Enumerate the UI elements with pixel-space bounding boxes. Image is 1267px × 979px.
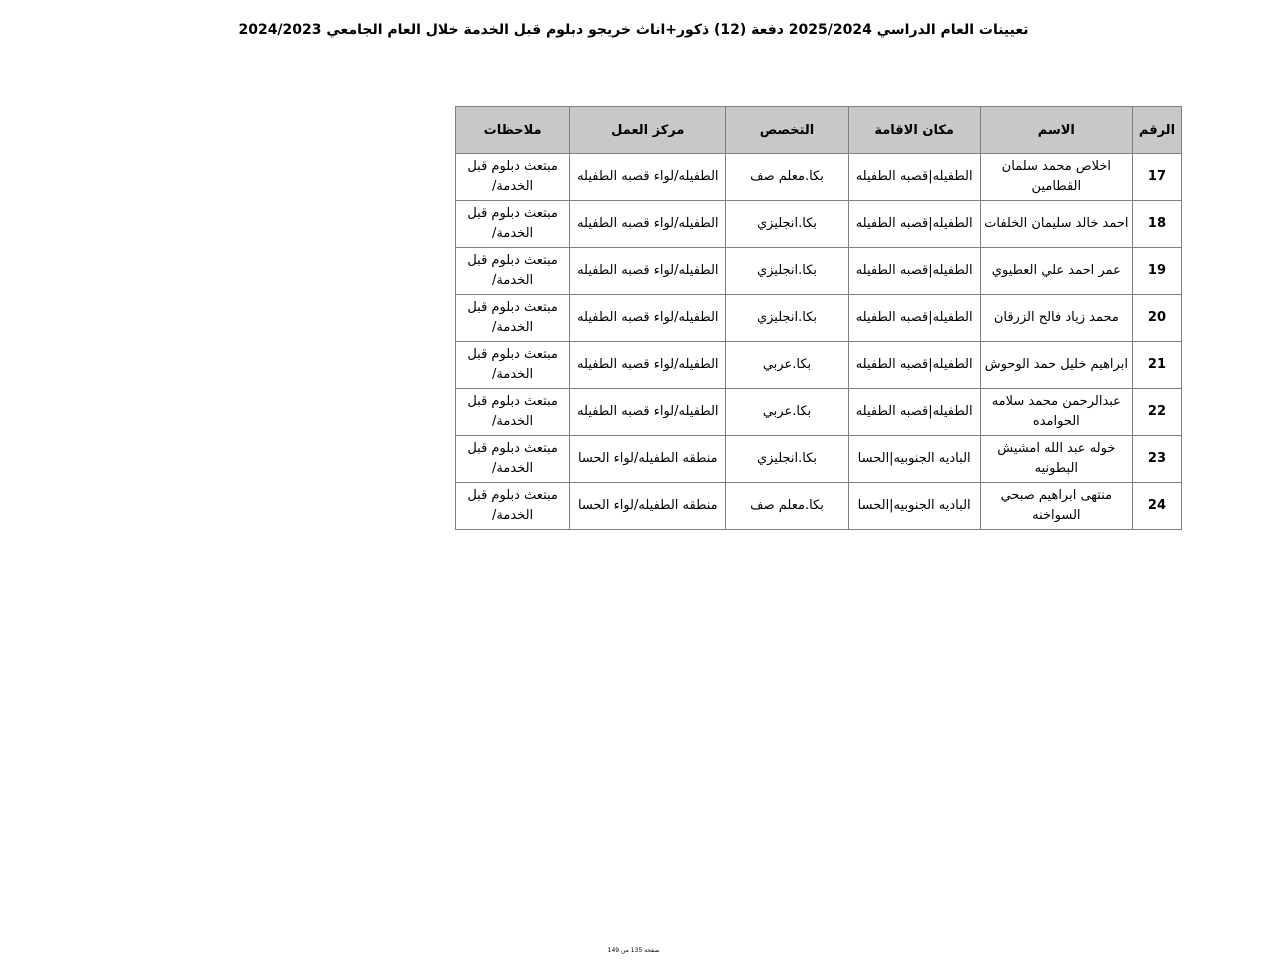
cell-workplace: منطقه الطفيله/لواء الحسا bbox=[570, 436, 726, 483]
table-row bbox=[456, 483, 1182, 530]
cell-workplace: الطفيله/لواء قصبه الطفيله bbox=[570, 201, 726, 248]
cell-notes: مبتعث دبلوم قبل الخدمة/ bbox=[456, 201, 570, 248]
table-row bbox=[456, 342, 1182, 389]
cell-name: اخلاص محمد سلمان القطامين bbox=[980, 154, 1132, 201]
table-row bbox=[456, 295, 1182, 342]
cell-name: محمد زياد فالح الزرقان bbox=[980, 295, 1132, 342]
cell-number: 19 bbox=[1132, 248, 1181, 295]
cell-residence: الطفيله|قصبه الطفيله bbox=[848, 342, 980, 389]
header-notes: ملاحظات bbox=[456, 107, 570, 154]
page-number-footer: صفحة 135 من 149 bbox=[607, 947, 660, 954]
cell-workplace: الطفيله/لواء قصبه الطفيله bbox=[570, 389, 726, 436]
table-header-row bbox=[456, 107, 1182, 154]
cell-specialty: بكا.انجليزي bbox=[726, 295, 848, 342]
cell-number: 21 bbox=[1132, 342, 1181, 389]
cell-residence: الطفيله|قصبه الطفيله bbox=[848, 248, 980, 295]
cell-name: منتهى ابراهيم صبحي السواخنه bbox=[980, 483, 1132, 530]
table-row bbox=[456, 201, 1182, 248]
cell-specialty: بكا.انجليزي bbox=[726, 248, 848, 295]
cell-name: ابراهيم خليل حمد الوحوش bbox=[980, 342, 1132, 389]
cell-number: 23 bbox=[1132, 436, 1181, 483]
cell-notes: مبتعث دبلوم قبل الخدمة/ bbox=[456, 248, 570, 295]
header-number: الرقم bbox=[1132, 107, 1181, 154]
cell-residence: الباديه الجنوبيه|الحسا bbox=[848, 436, 980, 483]
cell-name: عمر احمد علي العطيوي bbox=[980, 248, 1132, 295]
cell-name: خوله عبد الله امشيش البطونيه bbox=[980, 436, 1132, 483]
cell-specialty: بكا.انجليزي bbox=[726, 436, 848, 483]
cell-number: 17 bbox=[1132, 154, 1181, 201]
cell-number: 24 bbox=[1132, 483, 1181, 530]
cell-workplace: الطفيله/لواء قصبه الطفيله bbox=[570, 248, 726, 295]
cell-residence: الطفيله|قصبه الطفيله bbox=[848, 389, 980, 436]
cell-specialty: بكا.عربي bbox=[726, 389, 848, 436]
cell-notes: مبتعث دبلوم قبل الخدمة/ bbox=[456, 436, 570, 483]
cell-workplace: الطفيله/لواء قصبه الطفيله bbox=[570, 342, 726, 389]
appointments-table bbox=[455, 106, 1182, 530]
document-title: تعيينات العام الدراسي 2025/2024 دفعة (12) ذكور+اناث خريجو دبلوم قبل الخدمة خلال العام الجامعي 2024/2023 bbox=[238, 22, 1029, 38]
cell-workplace: الطفيله/لواء قصبه الطفيله bbox=[570, 295, 726, 342]
cell-name: عبدالرحمن محمد سلامه الحوامده bbox=[980, 389, 1132, 436]
cell-notes: مبتعث دبلوم قبل الخدمة/ bbox=[456, 154, 570, 201]
table-row bbox=[456, 389, 1182, 436]
table-body bbox=[456, 154, 1182, 530]
cell-specialty: بكا.انجليزي bbox=[726, 201, 848, 248]
cell-residence: الطفيله|قصبه الطفيله bbox=[848, 201, 980, 248]
cell-notes: مبتعث دبلوم قبل الخدمة/ bbox=[456, 483, 570, 530]
cell-name: احمد خالد سليمان الخلفات bbox=[980, 201, 1132, 248]
cell-specialty: بكا.معلم صف bbox=[726, 154, 848, 201]
table-row bbox=[456, 154, 1182, 201]
cell-workplace: منطقه الطفيله/لواء الحسا bbox=[570, 483, 726, 530]
cell-specialty: بكا.عربي bbox=[726, 342, 848, 389]
cell-number: 22 bbox=[1132, 389, 1181, 436]
cell-notes: مبتعث دبلوم قبل الخدمة/ bbox=[456, 389, 570, 436]
table-row bbox=[456, 436, 1182, 483]
cell-residence: الطفيله|قصبه الطفيله bbox=[848, 154, 980, 201]
header-residence: مكان الاقامة bbox=[848, 107, 980, 154]
cell-notes: مبتعث دبلوم قبل الخدمة/ bbox=[456, 295, 570, 342]
cell-notes: مبتعث دبلوم قبل الخدمة/ bbox=[456, 342, 570, 389]
cell-workplace: الطفيله/لواء قصبه الطفيله bbox=[570, 154, 726, 201]
cell-residence: الطفيله|قصبه الطفيله bbox=[848, 295, 980, 342]
header-workplace: مركز العمل bbox=[570, 107, 726, 154]
cell-specialty: بكا.معلم صف bbox=[726, 483, 848, 530]
table-row bbox=[456, 248, 1182, 295]
header-specialty: التخصص bbox=[726, 107, 848, 154]
cell-number: 20 bbox=[1132, 295, 1181, 342]
header-name: الاسم bbox=[980, 107, 1132, 154]
cell-number: 18 bbox=[1132, 201, 1181, 248]
cell-residence: الباديه الجنوبيه|الحسا bbox=[848, 483, 980, 530]
